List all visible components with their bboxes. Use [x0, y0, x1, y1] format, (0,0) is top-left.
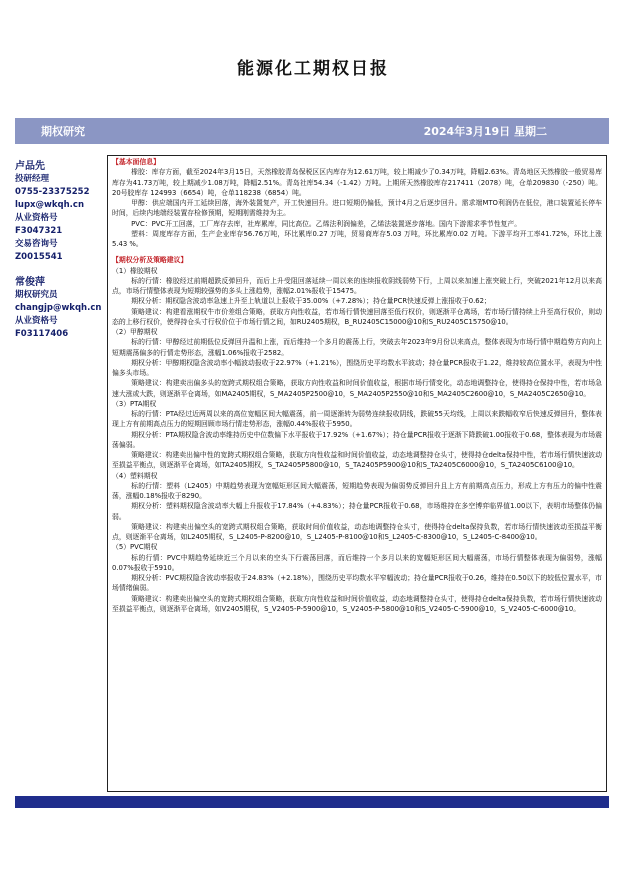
analyst-name: 卢品先	[15, 161, 45, 172]
consult-number: Z0015541	[15, 252, 63, 262]
section-market: 标的行情：PTA经过近两周以来的高位宽幅区间大幅震荡，前一周逐渐转为弱势连续报收阴线，跌破55天均线，上周以来跌幅收窄后快速反弹回升，整体表现上方有前期高点压力的短期回顾市场行情走势形态，涨幅0.44%报收于5950。	[112, 410, 602, 429]
section-option-analysis: 期权分析：期权隐含波动率急速上升至上轨道以上报收于35.00%（+7.28%）；持仓量PCR快速反弹上涨报收于0.62；	[131, 297, 491, 306]
fundamentals-header: 【基本面信息】	[112, 158, 160, 166]
section-option-analysis: 期权分析：塑料期权隐含波动率大幅上升报收于17.84%（+4.83%）；持仓量PCR报收于0.68，市场维持在多空博弈临界值1.00以下，表明市场整体仍偏弱。	[112, 502, 602, 521]
section-title: （1）橡胶期权	[112, 266, 158, 275]
section-title: （3）PTA期权	[112, 399, 157, 408]
sidebar-spacer	[15, 264, 107, 276]
analyst-name: 常俊萍	[15, 277, 45, 288]
consult-label: 交易咨询号	[15, 239, 58, 249]
header-band	[15, 118, 609, 144]
section-strategy: 策略建议：构建卖出偏多头的宽跨式期权组合策略，获取方向性收益和时间价值收益，根据市场行情变化，动态地调整持仓，使得持仓保持中性，若市场急速大涨或大跌，则逐渐平仓离场，如MA2405期权，S_MA2405P2500@10，S_MA2405P2550@10和S_MA2405C2600@10，S_MA2405C2650@10。	[112, 379, 602, 398]
analyst-phone: 0755-23375252	[15, 187, 90, 197]
license-number: F03117406	[15, 329, 69, 339]
fundamentals-methanol: 甲醇：供应端国内开工延续回落，海外装置复产，开工快速回升。进口短期仍偏低，预计4月之后逐步回升。需求端MTO利润仍在低位，港口装置延长停车时间，后续内地端经装置存检修预期，短期刚需维持为主。	[112, 199, 602, 218]
fundamentals-pvc: PVC：PVC开工回落，工厂库存去库，社库累库，同比高位。乙烯法利润偏差，乙烯法装置逐步落地。国内下游需求季节性复产。	[131, 219, 522, 228]
section-option-analysis: 期权分析：PTA期权隐含波动率维持历史中位数偏下水平报收于17.92%（+1.67%）；持仓量PCR报收于逐渐下降跌破1.00报收于0.68，整体表现为市场震荡偏弱。	[112, 430, 602, 449]
analyst-1	[15, 160, 107, 264]
section-market: 标的行情：PVC中期趋势延续近三个月以来的空头下行震荡回落，而后维持一个多月以来的宽幅矩形区间大幅震荡，市场行情整体表现为偏弱势，涨幅0.07%报收于5910。	[112, 553, 602, 572]
analyst-email[interactable]: lupx@wkqh.cn	[15, 200, 84, 210]
fundamentals-plastic: 塑料：周度库存方面，生产企业库存56.76万吨，环比累库0.27 万吨，贸易商库存5.03 万吨，环比累库0.02 万吨。下游平均开工率41.72%，环比上涨5.43 %。	[112, 229, 602, 248]
section-market: 标的行情：塑料（L2405）中期趋势表现为宽幅矩形区间大幅震荡，短期趋势表现为偏弱势反弹回升且上方有前期高点压力，形成上方有压力的偏中性震荡，涨幅0.18%报收于8290。	[112, 481, 602, 500]
section-strategy: 策略建议：构建卖出偏空头的宽跨式期权组合策略，获取方向性收益和时间价值收益，动态地调整持仓头寸，使得持仓delta保持负数，若市场行情快速波动至损益平衡点，则逐渐平仓离场，如V2405期权，S_V2405-P-5900@10，S_V2405-P-5800@10和S_V2405-C-5900@10，S_V2405-C-6000@10。	[112, 594, 602, 613]
section-strategy: 策略建议：构建看涨期权牛市价差组合策略，获取方向性收益，若市场行情快速回落至低行权价，则逐渐平仓离场，若市场行情持续上升至高行权价，则动态的上移行权价，使得持仓头寸行权价位于市场行情之间，如RU2405期权，B_RU2405C15000@10和S_RU2405C15750@10。	[112, 307, 602, 326]
section-title: （2）甲醇期权	[112, 328, 158, 336]
analyst-title: 期权研究员	[15, 290, 58, 300]
fundamentals-rubber: 橡胶：库存方面，截至2024年3月15日，天然橡胶青岛保税区区内库存为12.61万吨，较上期减少了0.34万吨，降幅2.63%。青岛地区天然橡胶一般贸易库库存为41.73万吨，较上期减少1.08万吨，降幅2.51%。青岛社库54.34（-1.42）万吨。上期所天然橡胶库存217411（2078）吨，仓单209830（-250）吨。20号胶库存 124993（6654）吨，仓单118238（6854）吨。	[112, 168, 602, 197]
section-title: （4）塑料期权	[112, 471, 158, 480]
analyst-title: 投研经理	[15, 174, 50, 184]
license-label: 从业资格号	[15, 213, 58, 223]
analyst-sidebar	[15, 160, 107, 341]
section-market: 标的行情：橡胶经过前期超跌反弹回升，而后上升受阻回落延续一周以来的连续报收阴线弱势下行，上周以来加速上涨突破上行，突破2021年12月以来高点，市场行情整体表现为短期较强势的多头上涨趋势，涨幅2.01%报收于15475。	[112, 276, 602, 295]
footer-bar	[15, 796, 609, 808]
report-date: 2024年3月19日 星期二	[423, 125, 547, 138]
section-option-analysis: 期权分析：PVC期权隐含波动率报收于24.83%（+2.18%），围绕历史平均数水平窄幅波动；持仓量PCR报收于0.26，维持在0.50以下的较低位置水平，市场情绪偏弱。	[112, 574, 602, 593]
section-strategy: 策略建议：构建卖出偏中性的宽跨式期权组合策略，获取方向性收益和时间价值收益，动态地调整持仓头寸，使得持仓delta保持中性，若市场行情快速波动至损益平衡点，则逐渐平仓离场，如TA2405期权，S_TA2405P5800@10，S_TA2405P5900@10和S_TA2405C6000@10，S_TA2405C6100@10。	[112, 451, 602, 470]
section-market: 标的行情：甲醇经过前期低位反弹回升温和上涨，而后维持一个多月的震荡上行，突破去年2023年9月份以来高点，整体表现为市场行情中期趋势方向向上短期震荡偏多的行情走势形态，涨幅1.06%报收于2582。	[112, 338, 602, 357]
report-title: 能源化工期权日报	[237, 59, 389, 79]
license-label: 从业资格号	[15, 316, 58, 326]
section-title: （5）PVC期权	[112, 543, 158, 552]
section-option-analysis: 期权分析：甲醇期权隐含波动率小幅波动报收于22.97%（+1.21%），围绕历史平均数水平波动；持仓量PCR报收于1.22，维持较高位置水平，表现为中性偏多头市场。	[112, 358, 602, 377]
analyst-2	[15, 276, 107, 341]
section-strategy: 策略建议：构建卖出偏空头的宽跨式期权组合策略，获取时间价值收益，动态地调整持仓头寸，使得持仓delta保持负数，若市场行情快速波动至损益平衡点，则逐渐平仓离场，如L2405期权，S_L2405-P-8200@10，S_L2405-P-8100@10和S_L2405-C-8300@10，S_L2405-C-8400@10。	[112, 522, 602, 541]
report-body	[107, 155, 607, 792]
analyst-email[interactable]: changjp@wkqh.cn	[15, 303, 102, 313]
license-number: F3047321	[15, 226, 63, 236]
strategy-header: 【期权分析及策略建议】	[112, 256, 188, 265]
section-label: 期权研究	[41, 125, 85, 138]
